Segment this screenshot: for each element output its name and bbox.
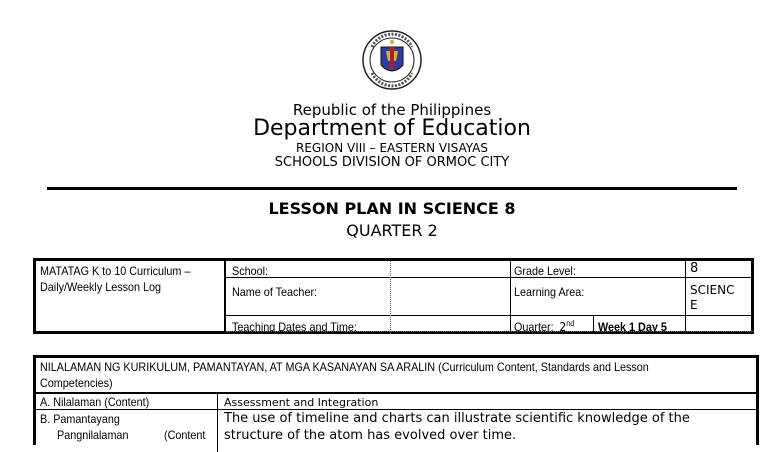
curriculum-label-line2: Daily/Weekly Lesson Log	[40, 280, 162, 294]
grade-level-value: 8	[690, 261, 699, 276]
learning-area-value-line2: E	[690, 298, 698, 312]
header-divider	[47, 187, 737, 190]
row-b-value-line2: structure of the atom has evolved over time.	[224, 428, 517, 443]
grade-level-label: Grade Level:	[514, 264, 576, 278]
republic-text: Republic of the Philippines	[292, 101, 492, 119]
row-b-label-line2b: (Content	[164, 428, 206, 442]
curriculum-label-line1: MATATAG K to 10 Curriculum –	[40, 264, 191, 278]
row-b-label-line1: B. Pamantayang	[40, 412, 120, 426]
learning-area-label: Learning Area:	[514, 285, 585, 299]
row-b-value-line1: The use of timeline and charts can illustrate scientific knowledge of the	[224, 411, 690, 426]
division-text: SCHOOLS DIVISION OF ORMOC CITY	[274, 155, 510, 170]
content-heading-line1: NILALAMAN NG KURIKULUM, PAMANTAYAN, AT MGA KASANAYAN SA ARALIN (Curriculum Content, Standards and Lesson	[40, 360, 649, 374]
row-a-value: Assessment and Integration	[224, 396, 379, 409]
region-text: REGION VIII – EASTERN VISAYAS	[296, 141, 488, 155]
lesson-plan-title: LESSON PLAN IN SCIENCE 8	[268, 199, 516, 218]
quarter-info	[514, 320, 574, 334]
curriculum-content-table	[33, 355, 759, 445]
lesson-info-table	[33, 258, 754, 334]
school-label: School:	[232, 264, 269, 278]
row-b-label-line2: Pangnilalaman	[57, 428, 129, 442]
quarter-title: QUARTER 2	[346, 221, 438, 240]
department-title: Department of Education	[253, 116, 531, 141]
deped-seal-icon	[362, 27, 422, 93]
dates-label: Teaching Dates and Time:	[232, 320, 357, 334]
learning-area-value-line1: SCIENC	[690, 283, 735, 297]
content-heading-line2: Competencies)	[40, 376, 113, 390]
quarter-suffix: nd	[566, 319, 575, 328]
teacher-label: Name of Teacher:	[232, 285, 318, 299]
week-day-label: Week 1 Day 5	[598, 320, 667, 334]
quarter-value: 2	[559, 320, 567, 334]
row-a-label: A. Nilalaman (Content)	[40, 395, 150, 409]
quarter-label: Quarter:	[514, 320, 554, 334]
